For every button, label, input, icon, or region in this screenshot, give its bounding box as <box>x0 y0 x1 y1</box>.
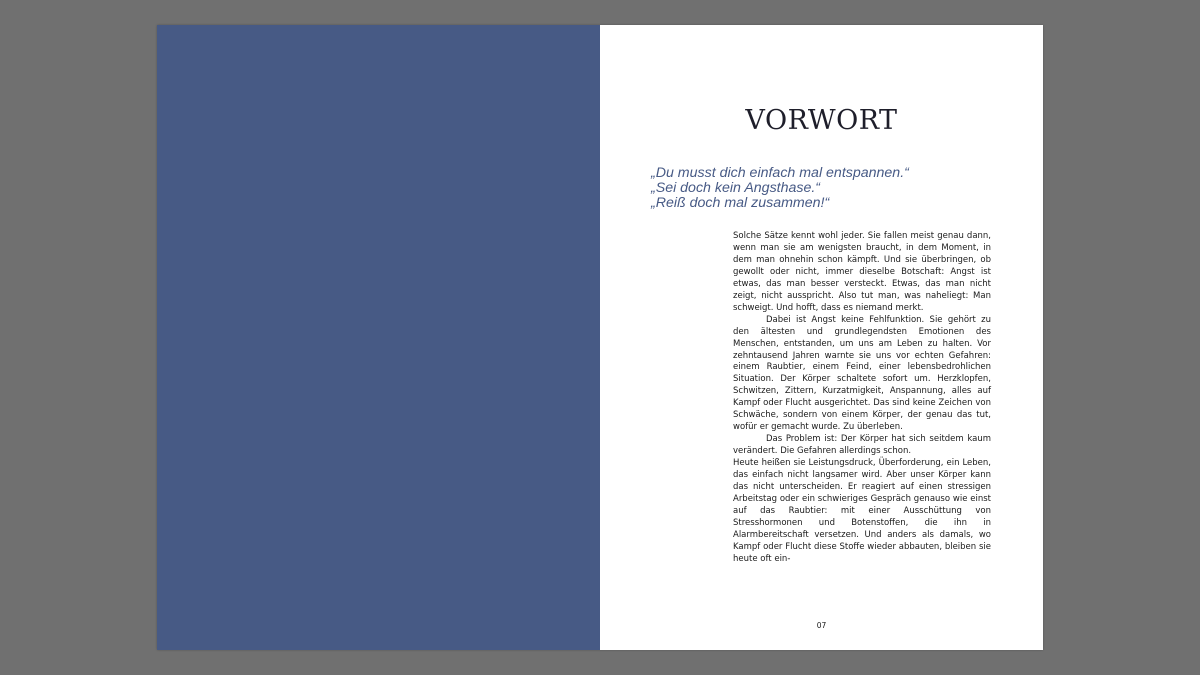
chapter-title: VORWORT <box>745 105 898 136</box>
paragraph: Heute heißen sie Leistungsdruck, Überforderung, ein Leben, das einfach nicht langsamer wird. Aber unser Körper kann das nicht unterscheiden. Er reagiert auf einen stressigen Arbeitstag oder ein schwieriges Gespräch genauso wie einst auf das Raubtier: mit einer Ausschüttung von Stresshormonen und Botenstoffen, die ihn in Alarmbereitschaft versetzen. Und anders als damals, wo Kampf oder Flucht diese Stoffe wieder abbauten, bleiben sie heute oft ein- <box>733 458 991 564</box>
paragraph: Das Problem ist: Der Körper hat sich seitdem kaum verändert. Die Gefahren allerdings schon. <box>733 434 991 457</box>
left-page-color-block <box>157 25 600 650</box>
quote-line: „Reiß doch mal zusammen!“ <box>651 195 830 211</box>
quote-line: „Du musst dich einfach mal entspannen.“ <box>651 165 909 181</box>
paragraph: Dabei ist Angst keine Fehlfunktion. Sie gehört zu den ältesten und grundlegendsten Emotionen des Menschen, entstanden, um uns am Leben zu halten. Vor zehntausend Jahren warnte sie uns vor echten Gefahren: einem Raubtier, einem Feind, einer lebensbedrohlichen Situation. Der Körper schaltete sofort um. Herzklopfen, Schwitzen, Zittern, Kurzatmigkeit, Anspannung, alles auf Kampf oder Flucht ausgerichtet. Das sind keine Zeichen von Schwäche, sondern von einem Körper, der genau das tut, wofür er gemacht wurde. Zu überleben. <box>733 314 991 433</box>
quote-block <box>651 166 971 211</box>
right-page <box>600 25 1043 650</box>
paragraph: Solche Sätze kennt wohl jeder. Sie fallen meist genau dann, wenn man sie am wenigsten braucht, in dem Moment, in dem man ohnehin schon kämpft. Und sie überbringen, ob gewollt oder nicht, immer dieselbe Botschaft: Angst ist etwas, das man besser versteckt. Etwas, das man nicht zeigt, nicht ausspricht. Also tut man, was naheliegt: Man schweigt. Und hofft, dass es niemand merkt. <box>733 231 991 313</box>
book-spread <box>157 25 1043 650</box>
page-number: 07 <box>816 621 827 630</box>
body-text <box>733 231 991 566</box>
quote-line: „Sei doch kein Angsthase.“ <box>651 180 821 196</box>
